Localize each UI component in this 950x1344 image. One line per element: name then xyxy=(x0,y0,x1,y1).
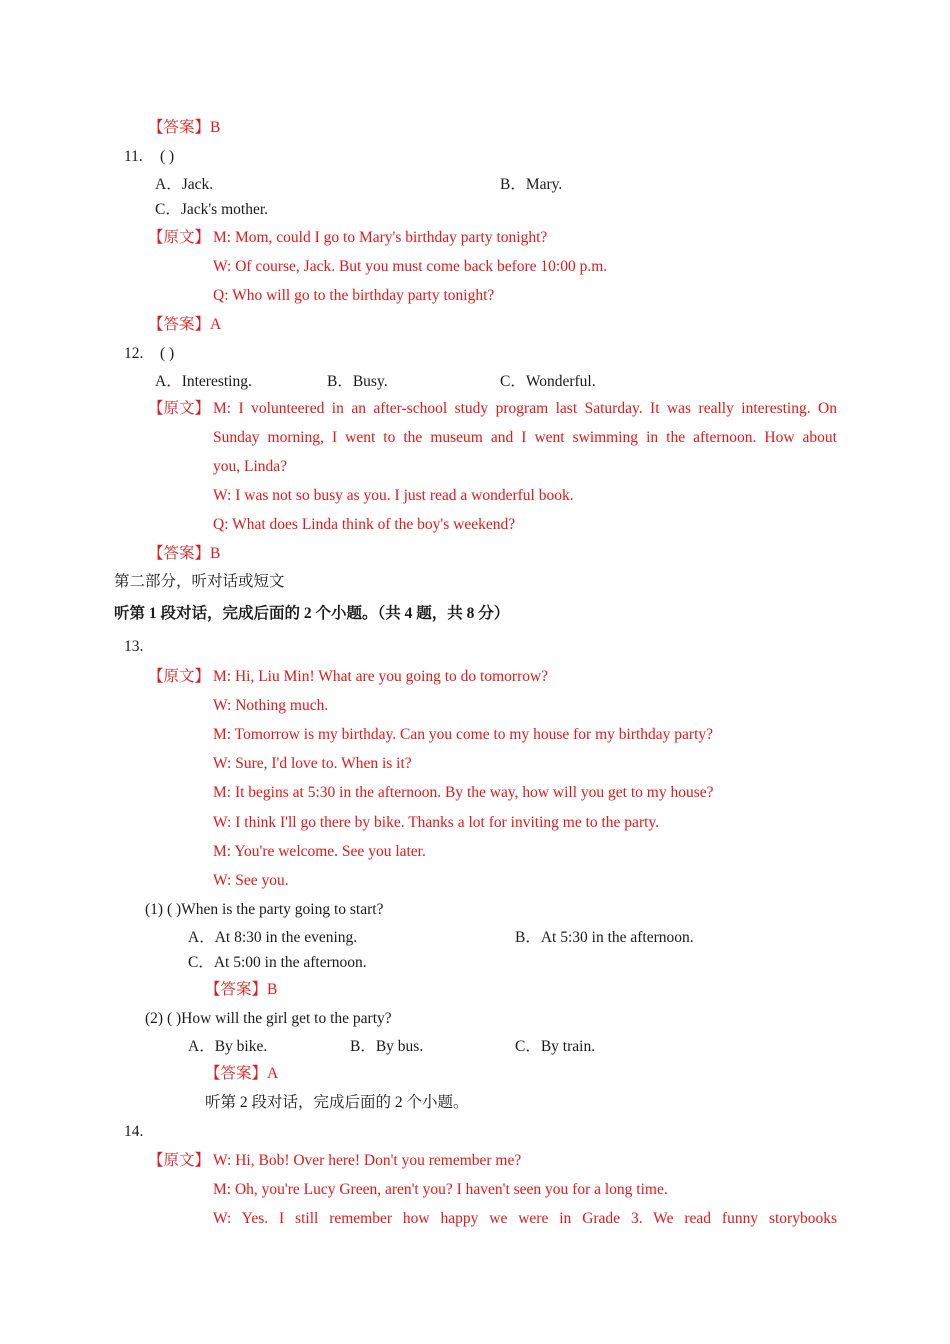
option-c: C．Jack's mother. xyxy=(155,201,269,218)
transcript-line: M: Oh, you're Lucy Green, aren't you? I haven't seen you for a long time. xyxy=(213,1181,668,1198)
transcript-line: M: Hi, Liu Min! What are you going to do tomorrow? xyxy=(213,668,549,685)
transcript-line: Q: Who will go to the birthday party tonight? xyxy=(213,287,495,304)
option-c: C．Wonderful. xyxy=(500,373,596,390)
transcript-line: M: Mom, could I go to Mary's birthday party tonight? xyxy=(213,229,548,246)
section-heading: 第二部分，听对话或短文 xyxy=(114,573,285,590)
transcript-line: M: It begins at 5:30 in the afternoon. By the way, how will you get to my house? xyxy=(213,784,714,801)
transcript-line: M: I volunteered in an after-school study program last Saturday. It was really interesting. On xyxy=(213,400,837,417)
option-a: A．By bike. xyxy=(188,1038,268,1055)
answer-q10: 【答案】B xyxy=(148,119,221,136)
question-number: 14. xyxy=(124,1123,144,1140)
transcript-line: Q: What does Linda think of the boy's weekend? xyxy=(213,516,516,533)
transcript-line: W: Of course, Jack. But you must come back before 10:00 p.m. xyxy=(213,258,608,275)
option-c: C．At 5:00 in the afternoon. xyxy=(188,954,367,971)
transcript-label: 【原文】 xyxy=(148,1152,211,1169)
option-b: B．Mary. xyxy=(500,176,563,193)
sub-question-2: (2) ( )How will the girl get to the party? xyxy=(145,1010,392,1027)
transcript-label: 【原文】 xyxy=(148,400,211,417)
transcript-line: M: You're welcome. See you later. xyxy=(213,843,426,860)
transcript-line: W: I think I'll go there by bike. Thanks a lot for inviting me to the party. xyxy=(213,814,660,831)
transcript-line: W: Nothing much. xyxy=(213,697,329,714)
transcript-line: W: Hi, Bob! Over here! Don't you remember me? xyxy=(213,1152,522,1169)
transcript-line: you, Linda? xyxy=(213,458,288,475)
transcript-label: 【原文】 xyxy=(148,229,211,246)
answer-q12: 【答案】B xyxy=(148,545,221,562)
transcript-label: 【原文】 xyxy=(148,668,211,685)
question-number: 11. xyxy=(124,148,143,165)
answer-sub1: 【答案】B xyxy=(205,981,278,998)
question-number: 13. xyxy=(124,638,144,655)
answer-q11: 【答案】A xyxy=(148,316,222,333)
option-a: A．Interesting. xyxy=(155,373,252,390)
option-b: B．Busy. xyxy=(327,373,388,390)
sub-question-1: (1) ( )When is the party going to start? xyxy=(145,901,384,918)
transcript-line: W: Yes. I still remember how happy we were in Grade 3. We read funny storybooks xyxy=(213,1210,837,1227)
answer-blank: ( ) xyxy=(160,148,175,165)
option-b: B．At 5:30 in the afternoon. xyxy=(515,929,694,946)
option-a: A．Jack. xyxy=(155,176,214,193)
option-a: A．At 8:30 in the evening. xyxy=(188,929,358,946)
transcript-line: M: Tomorrow is my birthday. Can you come to my house for my birthday party? xyxy=(213,726,714,743)
section-instruction: 听第 1 段对话，完成后面的 2 个小题。（共 4 题，共 8 分） xyxy=(114,605,510,622)
section-instruction: 听第 2 段对话，完成后面的 2 个小题。 xyxy=(205,1094,469,1111)
option-b: B．By bus. xyxy=(350,1038,424,1055)
transcript-line: Sunday morning, I went to the museum and I went swimming in the afternoon. How about xyxy=(213,429,837,446)
option-c: C．By train. xyxy=(515,1038,596,1055)
question-number: 12. xyxy=(124,345,144,362)
transcript-line: W: See you. xyxy=(213,872,289,889)
answer-sub2: 【答案】A xyxy=(205,1065,279,1082)
transcript-line: W: I was not so busy as you. I just read a wonderful book. xyxy=(213,487,574,504)
answer-blank: ( ) xyxy=(160,345,175,362)
transcript-line: W: Sure, I'd love to. When is it? xyxy=(213,755,412,772)
